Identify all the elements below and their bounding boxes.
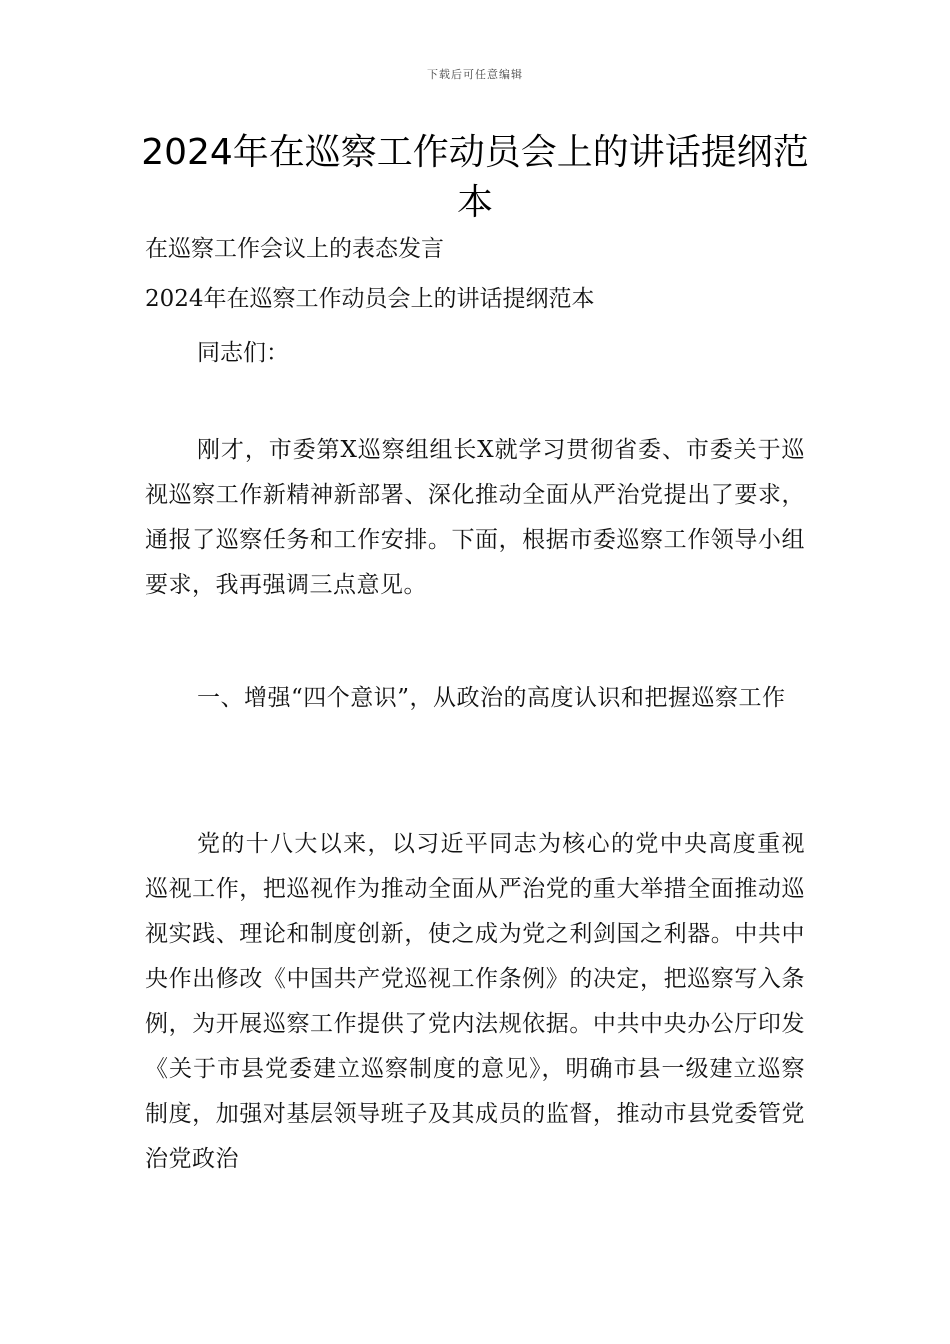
- paragraph-2: 党的十八大以来，以习近平同志为核心的党中央高度重视巡视工作，把巡视作为推动全面从严治党的重大举措全面推动巡视实践、理论和制度创新，使之成为党之利剑国之利器。中共中央作出修改《中国共产党巡视工作条例》的决定，把巡察写入条例，为开展巡察工作提供了党内法规依据。中共中央办公厅印发《关于市县党委建立巡察制度的意见》，明确市县一级建立巡察制度，加强对基层领导班子及其成员的监督，推动市县党委管党治党政治: [145, 831, 805, 1172]
- document-title: 2024年在巡察工作动员会上的讲话提纲范本: [141, 132, 809, 223]
- subtitle-line-1: 在巡察工作会议上的表态发言: [145, 236, 444, 262]
- section-heading-1: 一、增强“四个意识”，从政治的高度认识和把握巡察工作: [197, 685, 786, 711]
- header-note: 下载后可任意编辑: [427, 68, 523, 81]
- subtitle-line-2: 2024年在巡察工作动员会上的讲话提纲范本: [145, 286, 595, 312]
- paragraph-1: 刚才，市委第X巡察组组长X就学习贯彻省委、市委关于巡视巡察工作新精神新部署、深化推动全面从严治党提出了要求，通报了巡察任务和工作安排。下面，根据市委巡察工作领导小组要求，我再强调三点意见。: [145, 437, 805, 598]
- salutation: 同志们：: [197, 340, 289, 366]
